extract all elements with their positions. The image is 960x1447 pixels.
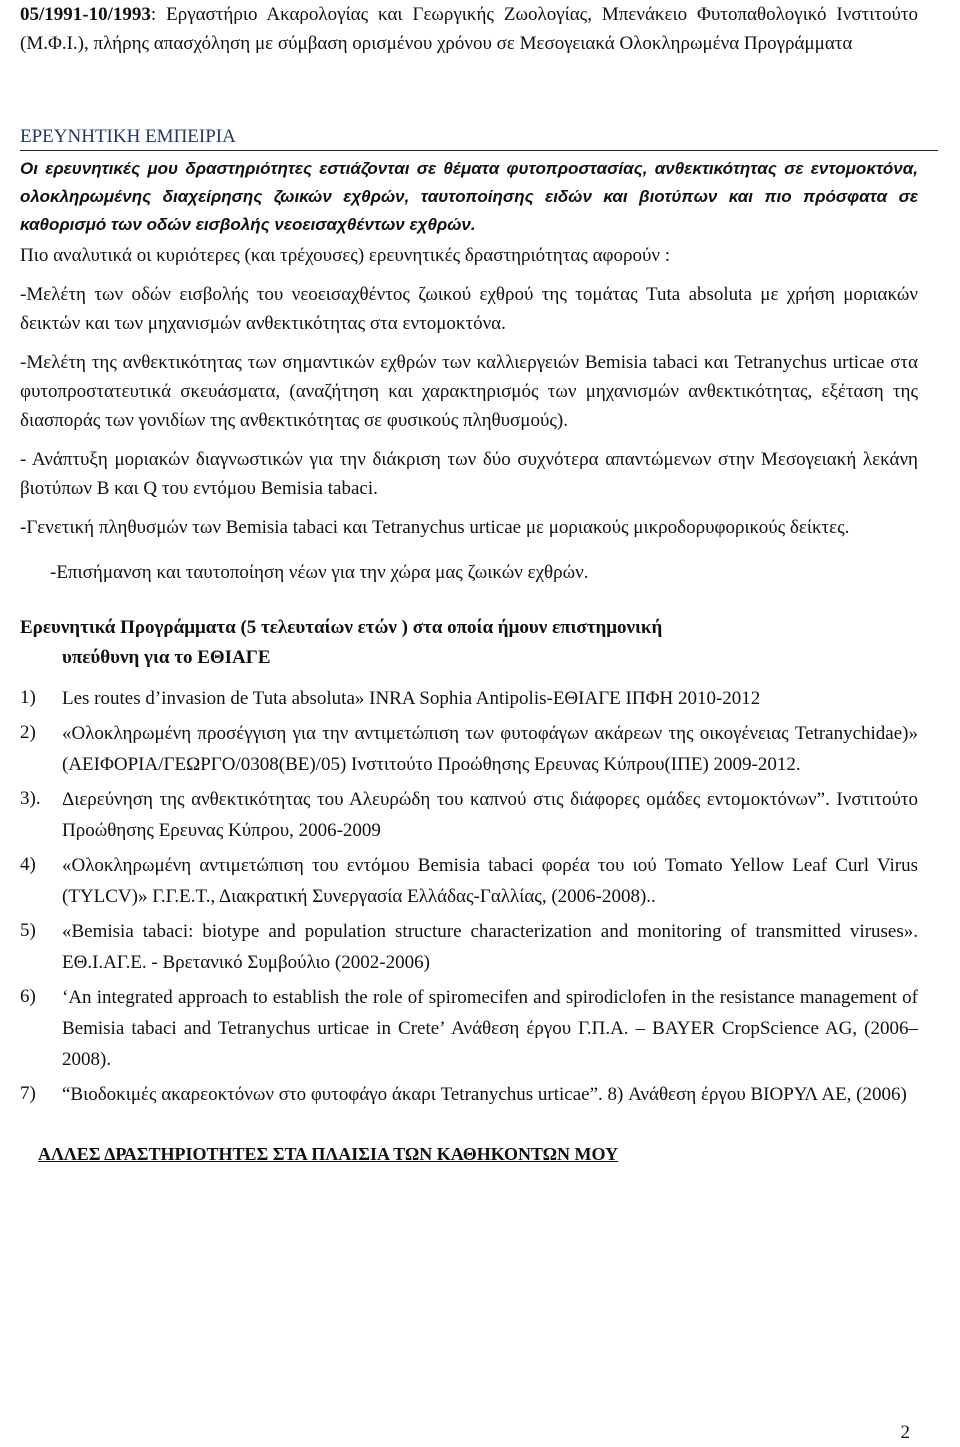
employment-text: : Εργαστήριο Ακαρολογίας και Γεωργικής Ζωολογίας, Μπενάκειο Φυτοπαθολογικό Ινστιτούτο (Μ.Φ.Ι.), πλήρης απασχόληση με σύμβαση ορισμένου χρόνου σε Μεσογειακά Ολοκληρωμένα Προγράμματα [20,4,918,54]
programs-heading [20,613,918,673]
other-activities-heading: ΑΛΛΕΣ ΔΡΑΣΤΗΡΙΟΤΗΤΕΣ ΣΤΑ ΠΛΑΙΣΙΑ ΤΩΝ ΚΑΘΗΚΟΝΤΩΝ ΜΟΥ [38,1144,619,1164]
programs-heading-line1: Ερευνητικά Προγράμματα (5 τελευταίων ετών ) στα οποία ήμουν επιστημονική [20,617,663,638]
list-item: 4) «Ολοκληρωμένη αντιμετώπιση του εντόμου Bemisia tabaci φορέα του ιού Tomato Yellow Leaf Curl Virus (TYLCV)» Γ.Γ.Ε.Τ., Διακρατική Συνεργασία Ελλάδας-Γαλλίας, (2006-2008).. [20,854,918,907]
employment-dates: 05/1991-10/1993 [20,4,151,25]
employment-entry [20,0,918,58]
research-intro: Οι ερευνητικές μου δραστηριότητες εστιάζονται σε θέματα φυτοπροστασίας, ανθεκτικότητας σε εντομοκτόνα, ολοκληρωμένης διαχείρησης ζωικών εχθρών, ταυτοποίησης ειδών και βιοτύπων και πιο πρόσφατα σε καθορισμό των οδών εισβολής νεοεισαχθέντων εχθρών. [20,159,918,234]
research-activity: -Μελέτη των οδών εισβολής του νεοεισαχθέντος ζωικού εχθρού της τομάτας Tuta absoluta με χρήση μοριακών δεικτών και των μηχανισμών ανθεκτικότητας στα εντομοκτόνα. [20,284,918,334]
list-item: 6) ‘An integrated approach to establish the role of spiromecifen and spirodiclofen in the resistance management of Bemisia tabaci and Tetranychus urticae in Crete’ Ανάθεση έργου Γ.Π.Α. – BAYER CropScience AG, (2006–2008). [20,986,918,1070]
page-number: 2 [900,1422,910,1443]
research-activity: -Γενετική πληθυσμών των Bemisia tabaci και Tetranychus urticae με μοριακούς μικροδορυφορικούς δείκτες. [20,517,850,538]
list-item: 1) Les routes d’invasion de Tuta absoluta» INRA Sophia Antipolis-ΕΘΙΑΓΕ ΙΠΦΗ 2010-2012 [20,687,761,709]
research-activity: -Μελέτη της ανθεκτικότητας των σημαντικών εχθρών των καλλιεργειών Bemisia tabaci και Tetranychus urticae στα φυτοπροστατευτικά σκευάσματα, (αναζήτηση και χαρακτηρισμός των μηχανισμών ανθεκτικότητας, εξέταση της διασποράς των γονιδίων της ανθεκτικότητας σε φυσικούς πληθυσμούς). [20,352,918,431]
research-activity: -Επισήμανση και ταυτοποίηση νέων για την χώρα μας ζωικών εχθρών. [50,562,589,583]
programs-list [20,683,918,1110]
list-item: 2) «Ολοκληρωμένη προσέγγιση για την αντιμετώπιση των φυτοφάγων ακάρεων της οικογένειας Tetranychidae)» (ΑΕΙΦΟΡΙΑ/ΓΕΩΡΓΟ/0308(ΒΕ)/05) Ινστιτούτο Προώθησης Ερευνας Κύπρου(ΙΠΕ) 2009-2012. [20,722,918,775]
research-heading: ΕΡΕΥΝΗΤΙΚΗ ΕΜΠΕΙΡΙΑ [20,124,938,151]
list-item: 5) «Bemisia tabaci: biotype and population structure characterization and monitoring of transmitted viruses». ΕΘ.Ι.ΑΓ.Ε. - Βρετανικό Συμβούλιο (2002-2006) [20,920,918,973]
research-detail-intro: Πιο αναλυτικά οι κυριότερες (και τρέχουσες) ερευνητικές δραστηριότητας αφορούν : [20,245,670,266]
list-item: 3). Διερεύνηση της ανθεκτικότητας του Αλευρώδη του καπνού στις διάφορες ομάδες εντομοκτόνων”. Ινστιτούτο Προώθησης Ερευνας Κύπρου, 2006-2009 [20,788,918,841]
document-page [20,0,918,1169]
research-activity: - Ανάπτυξη μοριακών διαγνωστικών για την διάκριση των δύο συχνότερα απαντώμενων στην Μεσογειακή λεκάνη βιοτύπων B και Q του εντόμου Bemisia tabaci. [20,449,918,499]
programs-heading-line2: υπεύθυνη για το ΕΘΙΑΓΕ [62,647,271,668]
list-item: 7) “Βιοδοκιμές ακαρεοκτόνων στο φυτοφάγο άκαρι Tetranychus urticae”. 8) Ανάθεση έργου ΒΙΟΡΥΛ ΑΕ, (2006) [20,1083,907,1105]
